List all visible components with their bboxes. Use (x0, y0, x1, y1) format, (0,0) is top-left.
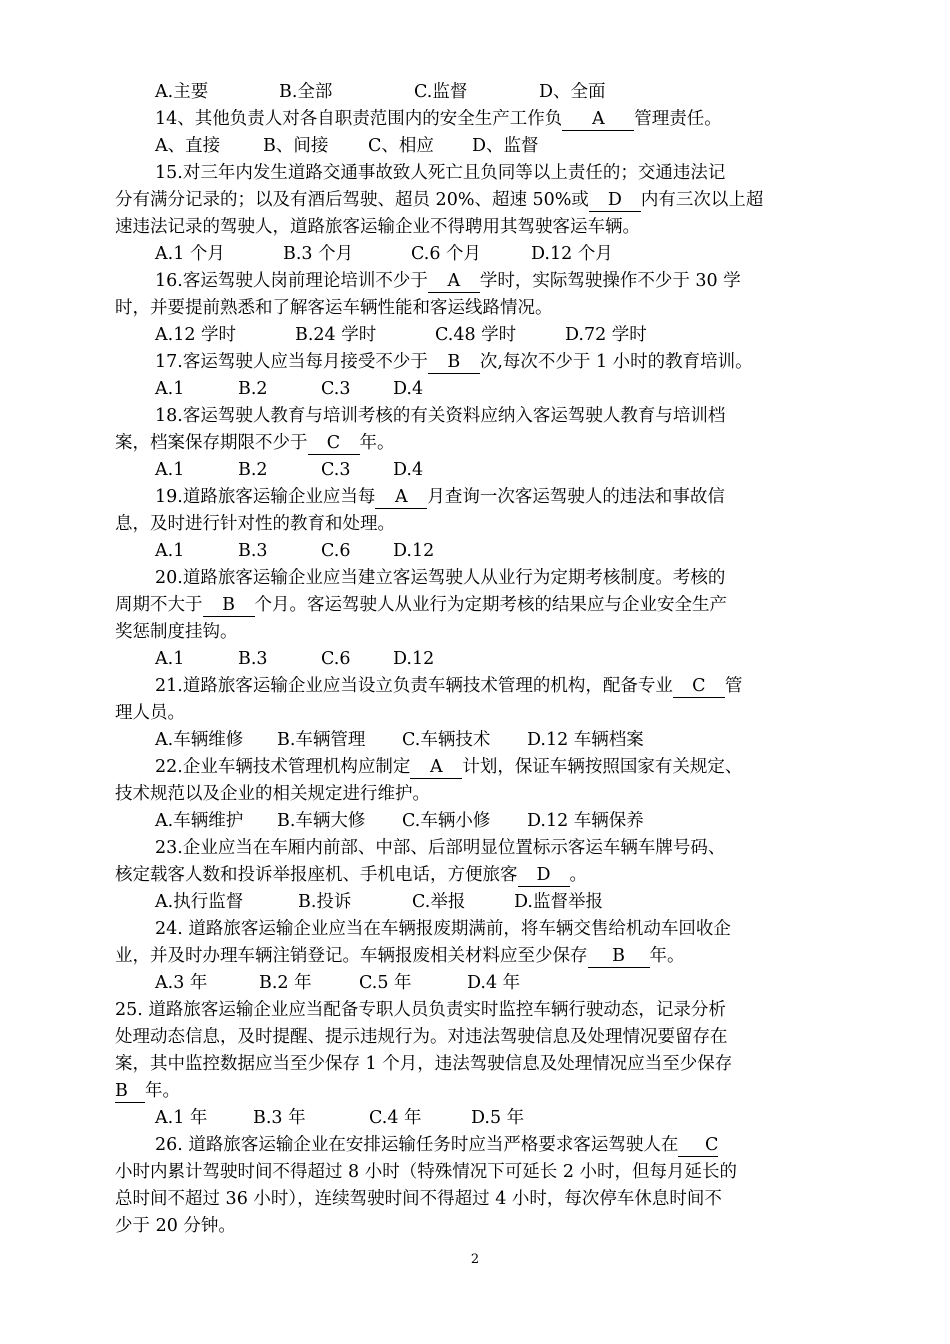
option: A.1 个月 (155, 244, 225, 264)
question-23-line-1: 23.企业应当在车厢内前部、中部、后部明显位置标示客运车辆车牌号码、 (155, 838, 726, 858)
question-25-line-2: 处理动态信息，及时提醒、提示违规行为。对违法驾驶信息及处理情况要留存在 (115, 1027, 728, 1047)
q21-options (155, 727, 880, 753)
option: D.4 (393, 460, 424, 480)
option: D.12 车辆档案 (527, 730, 644, 750)
option: A.1 (155, 379, 185, 399)
option: A.执行监督 (155, 892, 244, 912)
option: A、直接 (155, 136, 221, 156)
question-26-line-4: 少于 20 分钟。 (115, 1216, 236, 1236)
question-18-line-1: 18.客运驾驶人教育与培训考核的有关资料应纳入客运驾驶人教育与培训档 (155, 406, 726, 426)
option: D.12 (393, 541, 435, 561)
answer-blank: D (518, 864, 570, 887)
question-15-line-3: 速违法记录的驾驶人，道路旅客运输企业不得聘用其驾驶客运车辆。 (115, 217, 640, 237)
option: B.投诉 (298, 892, 352, 912)
option: A.1 (155, 649, 185, 669)
option: D.12 个月 (531, 244, 613, 264)
q17-options (155, 376, 880, 402)
option: D.12 车辆保养 (527, 811, 644, 831)
q25-options (155, 1105, 880, 1131)
question-18-line-2: 案，档案保存期限不少于 C 年。 (115, 433, 395, 453)
option: A.3 年 (155, 973, 208, 993)
question-26-line-1: 26. 道路旅客运输企业在安排运输任务时应当严格要求客运驾驶人在 C (155, 1135, 719, 1155)
page-number: 2 (470, 1252, 480, 1267)
option: A.主要 (155, 82, 209, 102)
option: C.6 (321, 649, 351, 669)
question-17: 17.客运驾驶人应当每月接受不少于 B 次,每次不少于 1 小时的教育培训。 (155, 352, 753, 372)
question-21-line-1: 21.道路旅客运输企业应当设立负责车辆技术管理的机构，配备专业 C 管 (155, 676, 743, 696)
option: D.5 年 (471, 1108, 525, 1128)
option: B.全部 (279, 82, 333, 102)
option: D.4 (393, 379, 424, 399)
q19-options (155, 538, 880, 564)
question-19-line-1: 19.道路旅客运输企业应当每 A 月查询一次客运驾驶人的违法和事故信 (155, 487, 725, 507)
option: B.车辆管理 (277, 730, 366, 750)
option: C.48 学时 (435, 325, 517, 345)
question-25-line-3: 案，其中监控数据应当至少保存 1 个月，违法驾驶信息及处理情况应当至少保存 (115, 1054, 733, 1074)
option: A.1 (155, 541, 185, 561)
answer-blank: A (428, 270, 480, 293)
answer-blank: B (203, 594, 255, 617)
question-20-line-3: 奖惩制度挂钩。 (115, 622, 238, 642)
option: D.12 (393, 649, 435, 669)
answer-blank: A (562, 108, 634, 131)
option: B.车辆大修 (277, 811, 366, 831)
option: C.5 年 (359, 973, 412, 993)
option: D.72 学时 (565, 325, 647, 345)
option: C.6 (321, 541, 351, 561)
question-16-line-1: 16.客运驾驶人岗前理论培训不少于 A 学时，实际驾驶操作不少于 30 学 (155, 271, 741, 291)
q14-options (155, 133, 880, 159)
question-24-line-2: 业，并及时办理车辆注销登记。车辆报废相关材料应至少保存 B 年。 (115, 946, 685, 966)
question-21-line-2: 理人员。 (115, 703, 185, 723)
q20-options (155, 646, 880, 672)
answer-blank: A (410, 756, 462, 779)
option: B.2 年 (259, 973, 312, 993)
question-20-line-1: 20.道路旅客运输企业应当建立客运驾驶人从业行为定期考核制度。考核的 (155, 568, 726, 588)
option: C.监督 (414, 82, 468, 102)
option: B.3 年 (253, 1108, 306, 1128)
option: D、全面 (539, 82, 606, 102)
option: A.车辆维修 (155, 730, 244, 750)
option: B.2 (238, 379, 268, 399)
question-26-line-3: 总时间不超过 36 小时），连续驾驶时间不得超过 4 小时，每次停车休息时间不 (115, 1189, 722, 1209)
option: B.3 (238, 649, 268, 669)
q22-options (155, 808, 880, 834)
answer-blank: A (375, 486, 427, 509)
option: B.2 (238, 460, 268, 480)
q13-options (155, 79, 880, 105)
option: D.监督举报 (514, 892, 603, 912)
question-15-line-1: 15.对三年内发生道路交通事故致人死亡且负同等以上责任的；交通违法记 (155, 163, 726, 183)
option: C.车辆技术 (402, 730, 491, 750)
option: C.3 (321, 460, 351, 480)
question-22-line-2: 技术规范以及企业的相关规定进行维护。 (115, 784, 430, 804)
option: D.4 年 (467, 973, 521, 993)
option: A.12 学时 (155, 325, 237, 345)
option: C.车辆小修 (402, 811, 491, 831)
answer-blank: C (678, 1134, 718, 1157)
option: B.24 学时 (295, 325, 377, 345)
answer-blank: C (673, 675, 725, 698)
option: D、监督 (472, 136, 539, 156)
q18-options (155, 457, 880, 483)
option: B.3 (238, 541, 268, 561)
answer-blank: C (308, 432, 360, 455)
q15-options (155, 241, 880, 267)
answer-blank: B (115, 1080, 145, 1103)
option: B、间接 (263, 136, 329, 156)
answer-blank: D (589, 189, 641, 212)
question-26-line-2: 小时内累计驾驶时间不得超过 8 小时（特殊情况下可延长 2 小时，但每月延长的 (115, 1162, 738, 1182)
q23-options (155, 889, 880, 915)
answer-blank: B (588, 945, 650, 968)
question-23-line-2: 核定载客人数和投诉举报座机、手机电话，方便旅客 D 。 (115, 865, 587, 885)
option: B.3 个月 (283, 244, 354, 264)
option: C.3 (321, 379, 351, 399)
question-14: 14、其他负责人对各自职责范围内的安全生产工作负 A 管理责任。 (155, 109, 722, 129)
answer-blank: B (428, 351, 480, 374)
question-22-line-1: 22.企业车辆技术管理机构应制定 A 计划，保证车辆按照国家有关规定、 (155, 757, 743, 777)
option: C.4 年 (369, 1108, 422, 1128)
option: C.举报 (412, 892, 466, 912)
question-20-line-2: 周期不大于 B 个月。客运驾驶人从业行为定期考核的结果应与企业安全生产 (115, 595, 727, 615)
question-24-line-1: 24. 道路旅客运输企业应当在车辆报废期满前，将车辆交售给机动车回收企 (155, 919, 731, 939)
question-16-line-2: 时，并要提前熟悉和了解客运车辆性能和客运线路情况。 (115, 298, 553, 318)
option: C、相应 (368, 136, 434, 156)
question-25-line-4: B 年。 (115, 1081, 180, 1101)
option: A.1 年 (155, 1108, 208, 1128)
option: C.6 个月 (411, 244, 482, 264)
q16-options (155, 322, 880, 348)
question-25-line-1: 25. 道路旅客运输企业应当配备专职人员负责实时监控车辆行驶动态，记录分析 (115, 1000, 726, 1020)
q24-options (155, 970, 880, 996)
option: A.1 (155, 460, 185, 480)
question-19-line-2: 息，及时进行针对性的教育和处理。 (115, 514, 395, 534)
option: A.车辆维护 (155, 811, 244, 831)
question-15-line-2: 分有满分记录的；以及有酒后驾驶、超员 20%、超速 50%或 D 内有三次以上超 (115, 190, 764, 210)
